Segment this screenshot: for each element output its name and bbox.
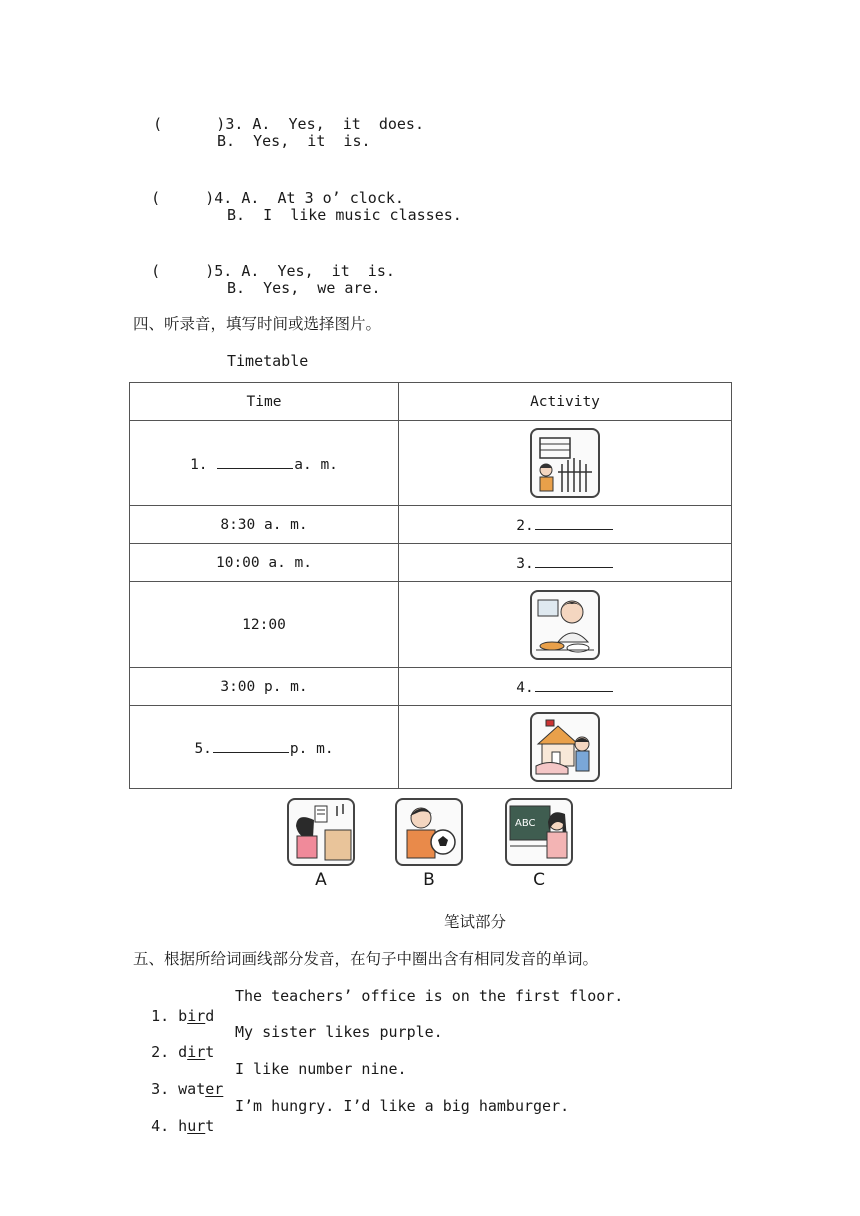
activity-blank[interactable] — [535, 515, 613, 530]
school-gate-picture — [530, 428, 600, 498]
question-number: 5. — [214, 262, 233, 280]
table-row — [130, 506, 732, 544]
boy-with-football-icon — [395, 798, 463, 866]
answer-paren: ( ) — [151, 262, 215, 280]
going-home-picture — [530, 712, 600, 782]
activity-cell: 2. — [399, 506, 732, 544]
girl-playing-music-icon — [287, 798, 355, 866]
list-item: 1. bird — [151, 1007, 215, 1025]
question-number: 4. — [214, 189, 233, 207]
question-5-option-a — [133, 241, 395, 281]
sentence[interactable]: My sister likes purple. — [235, 1023, 443, 1041]
table-row — [130, 582, 732, 668]
given-word: dirt — [178, 1043, 215, 1061]
question-4-option-b: B. I like music classes. — [227, 206, 462, 224]
time-cell: 8:30 a. m. — [130, 506, 399, 544]
table-row — [130, 544, 732, 582]
time-cell: 1. a. m. — [130, 421, 399, 506]
question-number: 3. — [225, 115, 244, 133]
activity-cell — [399, 421, 732, 506]
given-word: water — [178, 1080, 224, 1098]
table-row — [130, 706, 732, 789]
option-a[interactable] — [287, 798, 355, 890]
list-item: 3. water — [151, 1080, 224, 1098]
question-5-option-b: B. Yes, we are. — [227, 279, 381, 297]
teacher-at-blackboard-icon — [505, 798, 573, 866]
timetable — [129, 382, 732, 789]
option-b[interactable] — [395, 798, 463, 890]
sentence[interactable]: I like number nine. — [235, 1060, 407, 1078]
question-3-option-b: B. Yes, it is. — [217, 132, 371, 150]
time-cell: 10:00 a. m. — [130, 544, 399, 582]
answer-paren: ( ) — [153, 115, 226, 133]
question-3-option-a — [135, 94, 424, 134]
time-blank[interactable] — [213, 738, 289, 753]
underlined-sound: ir — [187, 1007, 206, 1025]
underlined-sound: ir — [187, 1043, 206, 1061]
option-letter: C — [533, 870, 545, 890]
section-5-heading: 五、根据所给词画线部分发音，在句子中圈出含有相同发音的单词。 — [133, 950, 599, 968]
option-letter: A — [315, 870, 327, 890]
activity-cell — [399, 582, 732, 668]
column-header-activity: Activity — [399, 383, 732, 421]
option-a-text: A. Yes, it does. — [252, 115, 424, 133]
option-a-text: A. Yes, it is. — [241, 262, 395, 280]
answer-paren: ( ) — [151, 189, 215, 207]
question-4-option-a — [133, 168, 404, 208]
table-row — [130, 421, 732, 506]
list-item: 2. dirt — [151, 1043, 215, 1061]
time-cell: 12:00 — [130, 582, 399, 668]
activity-cell: 3. — [399, 544, 732, 582]
activity-blank[interactable] — [535, 553, 613, 568]
underlined-sound: ur — [187, 1117, 206, 1135]
timetable-title: Timetable — [227, 352, 309, 370]
activity-blank[interactable] — [535, 677, 613, 692]
option-c[interactable] — [505, 798, 573, 890]
written-section-title: 笔试部分 — [444, 913, 507, 931]
sentence[interactable]: I’m hungry. I’d like a big hamburger. — [235, 1097, 570, 1115]
given-word: bird — [178, 1007, 215, 1025]
list-item: 4. hurt — [151, 1117, 215, 1135]
activity-cell — [399, 706, 732, 789]
table-row — [130, 668, 732, 706]
option-a-text: A. At 3 o’ clock. — [241, 189, 404, 207]
lunch-picture — [530, 590, 600, 660]
given-word: hurt — [178, 1117, 215, 1135]
table-header-row — [130, 383, 732, 421]
sentence[interactable]: The teachers’ office is on the first floor. — [235, 987, 624, 1005]
time-cell: 3:00 p. m. — [130, 668, 399, 706]
section-4-heading: 四、听录音，填写时间或选择图片。 — [133, 315, 382, 333]
blackboard-text: ABC — [515, 818, 536, 829]
column-header-time: Time — [130, 383, 399, 421]
time-cell: 5. p. m. — [130, 706, 399, 789]
activity-cell: 4. — [399, 668, 732, 706]
time-blank[interactable] — [217, 454, 293, 469]
option-letter: B — [423, 870, 435, 890]
underlined-sound: er — [205, 1080, 224, 1098]
